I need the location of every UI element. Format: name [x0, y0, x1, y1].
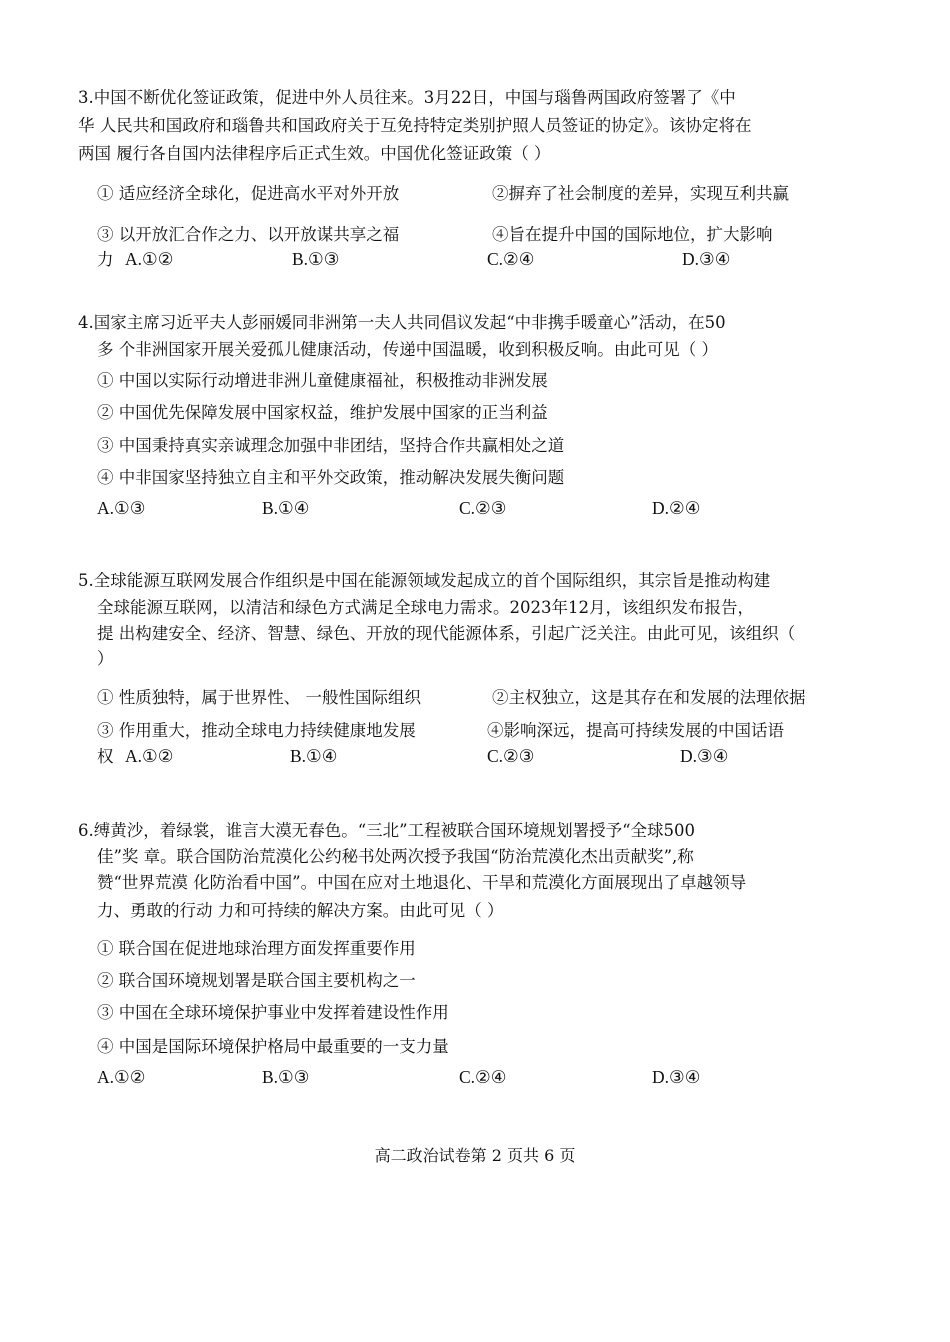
statement-4-continuation: 权: [97, 747, 114, 766]
option-b: B.①④: [262, 498, 310, 518]
question-stem-line: 佳”奖 章。联合国防治荒漠化公约秘书处两次授予我国“防治荒漠化杰出贡献奖”,称: [97, 847, 694, 866]
statement-1: ① 性质独特，属于世界性、 一般性国际组织: [97, 688, 421, 707]
statement-4-continuation: 力: [97, 250, 114, 269]
statement-3: ③ 作用重大，推动全球电力持续健康地发展: [97, 721, 416, 740]
question-stem-line: 3.中国不断优化签证政策，促进中外人员往来。3月22日，中国与瑙鲁两国政府签署了《中: [78, 88, 736, 107]
statement-4: ④ 中非国家坚持独立自主和平外交政策，推动解决发展失衡问题: [97, 468, 565, 487]
statement-2: ②主权独立，这是其存在和发展的法理依据: [492, 688, 806, 707]
option-c: C.②③: [459, 498, 507, 518]
question-stem-line: 两国 履行各自国内法律程序后正式生效。中国优化签证政策（ ）: [78, 144, 551, 163]
question-stem-line: 5.全球能源互联网发展合作组织是中国在能源领域发起成立的首个国际组织，其宗旨是推动构建: [78, 571, 771, 590]
question-stem-line: ）: [97, 649, 114, 668]
option-d: D.③④: [682, 249, 731, 269]
statement-2: ② 联合国环境规划署是联合国主要机构之一: [97, 971, 416, 990]
statement-1: ① 适应经济全球化，促进高水平对外开放: [97, 184, 400, 203]
statement-3: ③ 中国秉持真实亲诚理念加强中非团结，坚持合作共赢相处之道: [97, 436, 565, 455]
option-c: C.②④: [487, 249, 535, 269]
statement-3: ③ 中国在全球环境保护事业中发挥着建设性作用: [97, 1003, 449, 1022]
question-stem-line: 提 出构建安全、经济、智慧、绿色、开放的现代能源体系，引起广泛关注。由此可见，该组织（: [97, 624, 796, 643]
statement-2: ②摒弃了社会制度的差异，实现互利共赢: [492, 184, 789, 203]
option-c: C.②④: [459, 1067, 507, 1087]
question-stem-line: 华 人民共和国政府和瑙鲁共和国政府关于互免持特定类别护照人员签证的协定》。该协定将在: [78, 116, 752, 135]
question-stem-line: 4.国家主席习近平夫人彭丽媛同非洲第一夫人共同倡议发起“中非携手暖童心”活动，在50: [78, 313, 726, 332]
statement-2: ② 中国优先保障发展中国家权益，维护发展中国家的正当利益: [97, 403, 548, 422]
question-stem-line: 赞“世界荒漠 化防治看中国”。中国在应对土地退化、干旱和荒漠化方面展现出了卓越领导: [97, 873, 747, 892]
option-a: A.①②: [125, 249, 174, 269]
option-d: D.③④: [652, 1067, 701, 1087]
statement-4: ④ 中国是国际环境保护格局中最重要的一支力量: [97, 1037, 449, 1056]
statement-1: ① 中国以实际行动增进非洲儿童健康福祉，积极推动非洲发展: [97, 371, 548, 390]
option-b: B.①④: [290, 746, 338, 766]
option-a: A.①②: [97, 1067, 146, 1087]
statement-4: ④旨在提升中国的国际地位，扩大影响: [492, 225, 773, 244]
option-c: C.②③: [487, 746, 535, 766]
question-stem-line: 6.缚黄沙，着绿裳，谁言大漠无春色。“三北”工程被联合国环境规划署授予“全球500: [78, 821, 696, 840]
statement-4: ④影响深远，提高可持续发展的中国话语: [487, 721, 784, 740]
option-d: D.③④: [680, 746, 729, 766]
option-b: B.①③: [292, 249, 340, 269]
option-a: A.①②: [125, 746, 174, 766]
option-b: B.①③: [262, 1067, 310, 1087]
option-a: A.①③: [97, 498, 146, 518]
statement-3: ③ 以开放汇合作之力、以开放谋共享之福: [97, 225, 400, 244]
question-stem-line: 多 个非洲国家开展关爱孤儿健康活动，传递中国温暖，收到积极反响。由此可见（ ）: [97, 340, 718, 359]
option-d: D.②④: [652, 498, 701, 518]
page-footer: 高二政治试卷第 2 页共 6 页: [374, 1146, 576, 1165]
question-stem-line: 全球能源互联网，以清洁和绿色方式满足全球电力需求。2023年12月，该组织发布报告，: [97, 598, 754, 617]
statement-1: ① 联合国在促进地球治理方面发挥重要作用: [97, 939, 416, 958]
question-stem-line: 力、勇敢的行动 力和可持续的解决方案。由此可见（ ）: [97, 901, 504, 920]
